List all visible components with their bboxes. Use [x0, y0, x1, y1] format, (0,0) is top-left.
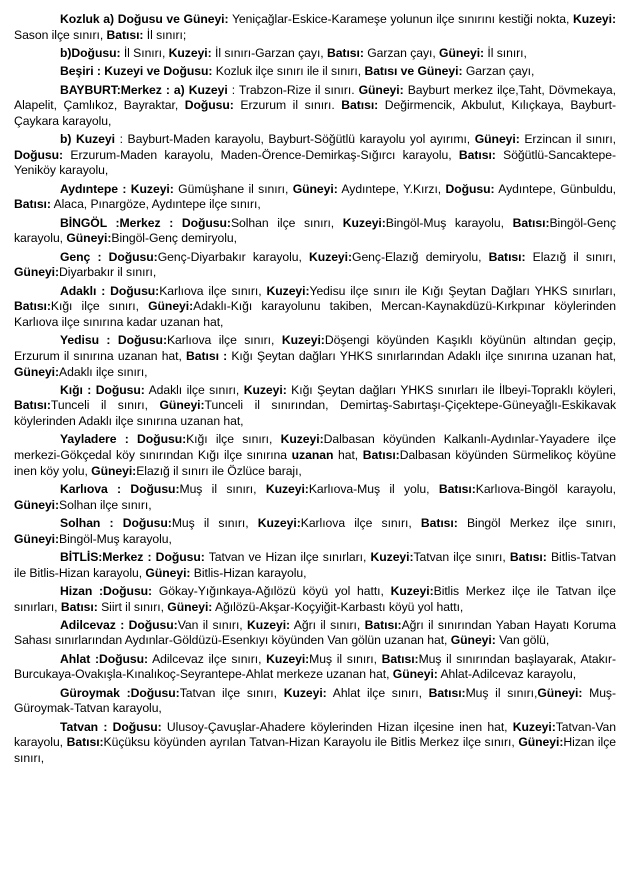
bold-label: BİTLİS:Merkez : Doğusu: — [60, 549, 205, 564]
text-run: Aydıntepe, Y.Kırzı, — [337, 181, 446, 196]
bold-label: Beşiri : Kuzeyi ve Doğusu: — [60, 64, 213, 79]
text-run: Elazığ il sınırı ile Özlüce barajı, — [136, 463, 302, 478]
text-run: Ulusoy-Çavuşlar-Ahadere köylerinden Hizan ilçesine inen hat, — [161, 719, 513, 734]
paragraph — [14, 584, 616, 615]
bold-label: Güneyi: — [474, 132, 520, 147]
bold-label: Batısı: — [488, 249, 526, 264]
text-run: Gökay-Yığınkaya-Ağılözü köyü yol hattı, — [152, 583, 391, 598]
text-run: Bitlis-Hizan karayolu, — [190, 565, 307, 580]
paragraph — [14, 250, 616, 281]
text-run: Garzan çayı, — [363, 45, 440, 60]
bold-label: Güneyi: — [159, 398, 205, 413]
text-run: Muş il sınırı, — [309, 651, 382, 666]
bold-label: b)Doğusu: — [60, 45, 121, 60]
paragraph — [14, 216, 616, 247]
bold-label: Batısı: — [438, 482, 476, 496]
text-run: Ahlat-Adilcevaz karayolu, — [437, 667, 577, 682]
text-run: Adaklı-Kığı karayolunu takiben, Mercan-Kaynakdüzü-Kırkpınar köylerinden Karlıova ilçe sınırına kadar uzanan hat, — [14, 299, 616, 329]
text-run: Karlıova ilçe sınırı, — [166, 333, 282, 348]
text-run: Bitlis-Tatvan ile Bitlis-Hizan karayolu, — [14, 549, 617, 580]
text-run: : Trabzon-Rize il sınırı. — [227, 82, 359, 97]
bold-label: Batısı: — [509, 549, 547, 564]
bold-label: Güneyi: — [358, 82, 404, 97]
text-run: Muş il sınırı, — [179, 482, 266, 496]
text-run: hat, — [333, 448, 363, 463]
text-run: Söğütlü-Sancaktepe-Yeniköy karayolu, — [14, 147, 616, 178]
bold-label: Güneyi: — [167, 599, 213, 614]
text-run: Tatvan-Van karayolu, — [14, 719, 616, 750]
text-run: Küçüksu köyünden ayrılan Tatvan-Hizan Karayolu ile Bitlis Merkez ilçe sınırı, — [103, 735, 519, 750]
text-run: Kığı Şeytan dağları YHKS sınırlarından Adaklı ilçe sınırına uzanan hat, — [227, 348, 616, 363]
text-run: Elazığ il sınırı, — [525, 249, 616, 264]
paragraph — [14, 550, 616, 581]
text-run: Genç-Diyarbakır karayolu, — [157, 249, 310, 264]
paragraph — [14, 652, 616, 683]
paragraph — [14, 516, 616, 547]
text-run: Tatvan ilçe sınırı, — [413, 549, 510, 564]
text-run: Tunceli il sınırından, Demirtaş-Sabırtaşı-Çiçektepe-Güneyağlı-Eskikavak köylerinden Adaklı ilçe sınırına uzanan hat, — [14, 398, 617, 429]
text-run: : Bayburt-Maden karayolu, Bayburt-Söğütlü karayolu yol ayırımı, — [114, 132, 475, 147]
bold-label: Kuzeyi: — [390, 583, 434, 598]
bold-label: b) Kuzeyi — [60, 132, 115, 147]
text-run: Genç-Elazığ demiryolu, — [352, 249, 489, 264]
bold-label: Batısı: — [362, 448, 400, 463]
bold-label: Güneyi: — [14, 497, 60, 512]
text-run: Erzincan il sınırı, — [519, 132, 616, 147]
text-run: Kozluk ilçe sınırı ile il sınırı, — [212, 64, 365, 79]
text-run: Muş il sınırı, — [465, 685, 538, 700]
paragraph — [14, 333, 616, 380]
bold-label: Kuzeyi: — [243, 382, 287, 397]
bold-label: Aydıntepe : Kuzeyi: — [60, 181, 174, 196]
bold-label: Batısı: — [14, 398, 51, 413]
bold-label: Güneyi: — [450, 633, 496, 648]
paragraph — [14, 618, 616, 649]
bold-label: Kuzeyi: — [573, 12, 616, 26]
bold-label: Kuzeyi: — [265, 482, 309, 496]
bold-label: Ahlat :Doğusu: — [60, 651, 149, 666]
bold-label: Kuzeyi: — [283, 685, 327, 700]
text-run: Tunceli il sınırı, — [50, 398, 160, 413]
bold-label: Batısı : — [186, 348, 228, 363]
bold-label: Karlıova : Doğusu: — [60, 482, 180, 496]
bold-label: Kuzeyi: — [266, 283, 310, 298]
bold-label: Güneyi: — [14, 531, 60, 546]
bold-label: Güneyi: — [518, 735, 564, 750]
text-run: Dalbasan köyünden Kalkanlı-Aydınlar-Yayadere ilçe merkezi-Gökçedal köy sınırından Kığı ilçe sınırına — [14, 432, 616, 463]
text-run: Alaca, Pınargöze, Aydıntepe ilçe sınırı, — [50, 197, 261, 212]
text-run: Sason ilçe sınırı, — [14, 27, 107, 42]
text-run: İl sınırı-Garzan çayı, — [211, 45, 327, 60]
bold-label: Yedisu : Doğusu: — [60, 333, 167, 348]
bold-label: Genç : Doğusu: — [60, 249, 158, 264]
bold-label: Yayladere : Doğusu: — [60, 432, 187, 447]
text-run: Muş il sınırından başlayarak, Atakır-Burcukaya-Ovakışla-Kınalıkoç-Seyrantepe-Ahlat merkeze uzanan hat, — [14, 651, 616, 682]
paragraph — [14, 83, 616, 130]
bold-label: Güneyi: — [148, 299, 194, 314]
bold-label: Doğusu: — [184, 98, 234, 113]
bold-label: Batısı: — [512, 215, 550, 230]
bold-label: Kuzeyi: — [257, 515, 301, 530]
text-run: İl Sınırı, — [120, 45, 169, 60]
bold-label: Kuzeyi: — [342, 215, 386, 230]
bold-label: Batısı: — [60, 599, 98, 614]
paragraph — [14, 686, 616, 717]
text-run: Ahlat ilçe sınırı, — [326, 685, 429, 700]
text-run: Adaklı ilçe sınırı, — [144, 382, 244, 397]
text-run: Ağrı il sınırı, — [290, 617, 365, 632]
text-run: Kığı ilçe sınırı, — [50, 299, 149, 314]
bold-label: Batısı ve Güneyi: — [364, 64, 463, 79]
bold-label: Batısı: — [364, 617, 402, 632]
text-run: İl sınırı, — [484, 45, 527, 60]
paragraph — [14, 383, 616, 430]
text-run: Karlıova ilçe sınırı, — [300, 515, 421, 530]
bold-label: Batısı: — [458, 147, 496, 162]
text-run: Van gölü, — [495, 633, 550, 648]
paragraph — [14, 12, 616, 43]
text-run: Erzurum-Maden karayolu, Maden-Örence-Demirkaş-Sığırcı karayolu, — [63, 147, 459, 162]
bold-label: Kığı : Doğusu: — [60, 382, 145, 397]
bold-label: Batısı: — [14, 197, 51, 212]
bold-label: Güneyi: — [14, 364, 60, 379]
text-run: Dalbasan köyünden Sürmelikoç köyüne inen köy yolu, — [14, 448, 616, 478]
bold-label: Güneyi: — [292, 181, 338, 196]
bold-label: Solhan : Doğusu: — [60, 515, 172, 530]
text-run: Bingöl-Genç karayolu, — [14, 215, 616, 246]
text-run: Erzurum il sınırı. — [233, 98, 342, 113]
bold-label: Batısı: — [420, 515, 458, 530]
bold-label: Güneyi: — [537, 685, 583, 700]
paragraph — [14, 46, 616, 62]
bold-label: Doğusu: — [14, 147, 64, 162]
bold-label: Güroymak :Doğusu: — [60, 685, 180, 700]
text-run: Solhan ilçe sınırı, — [230, 215, 343, 230]
bold-label: Kuzeyi: — [370, 549, 414, 564]
bold-label: Güneyi: — [14, 265, 60, 280]
text-run: Bitlis Merkez ilçe ile Tatvan ilçe sınırları, — [14, 583, 617, 614]
bold-label: Batısı: — [106, 27, 144, 42]
bold-label: uzanan — [291, 448, 334, 463]
text-run: Ağılözü-Akşar-Koçyiğit-Karbastı köyü yol hattı, — [212, 599, 464, 614]
text-run: Döşengi köyünden Kaşıklı köyünün altından geçip, Erzurum il sınırına uzanan hat, — [14, 333, 616, 363]
paragraph — [14, 432, 616, 479]
bold-label: Kuzeyi: — [280, 432, 324, 447]
text-run: Yeniçağlar-Eskice-Karameşe yolunun ilçe sınırını kestiği nokta, — [228, 12, 573, 26]
bold-label: BİNGÖL :Merkez : Doğusu: — [60, 215, 231, 230]
bold-label: Güneyi: — [91, 463, 137, 478]
bold-label: Kuzeyi: — [309, 249, 353, 264]
paragraph — [14, 64, 616, 80]
bold-label: Batısı: — [428, 685, 466, 700]
bold-label: Doğusu: — [445, 181, 495, 196]
bold-label: Kuzeyi: — [281, 333, 325, 348]
text-run: Kığı ilçe sınırı, — [186, 432, 281, 447]
bold-label: Güneyi: — [145, 565, 191, 580]
bold-label: Kuzeyi: — [168, 45, 212, 60]
text-run: Değirmencik, Akbulut, Kılıçkaya, Bayburt-Çaykara karayolu, — [14, 98, 616, 128]
text-run: Van il sınırı, — [177, 617, 248, 632]
text-run: Bingöl Merkez ilçe sınırı, — [457, 515, 617, 530]
text-run: Solhan ilçe sınırı, — [59, 497, 152, 512]
text-run: Diyarbakır il sınırı, — [59, 265, 157, 280]
paragraph — [14, 182, 616, 213]
bold-label: Hizan :Doğusu: — [60, 583, 153, 598]
paragraph — [14, 482, 616, 513]
text-run: Ağrı il sınırından Yaban Hayatı Koruma Sahası sınırlarından Aydınlar-Göldüzü-Esenkıyı köyünden Van gölün uzanan hat, — [14, 617, 616, 648]
text-run: Tatvan ve Hizan ilçe sınırları, — [204, 549, 371, 564]
text-run: Karlıova ilçe sınırı, — [159, 283, 267, 298]
bold-label: Güneyi: — [66, 231, 112, 246]
bold-label: Tatvan : Doğusu: — [60, 719, 162, 734]
bold-label: Batısı: — [326, 45, 364, 60]
text-run: Bayburt merkez ilçe,Taht, Dövmekaya, Alapelit, Çamlıkoz, Bayraktar, — [14, 82, 616, 113]
text-run: Karlıova-Muş il yolu, — [308, 482, 439, 496]
text-run: Muş il sınırı, — [171, 515, 258, 530]
text-run: Adaklı ilçe sınırı, — [59, 364, 148, 379]
bold-label: Güneyi: — [439, 45, 485, 60]
paragraph — [14, 720, 616, 767]
text-run: Bingöl-Muş karayolu, — [385, 215, 513, 230]
text-run: Yedisu ilçe sınırı ile Kığı Şeytan Dağları YHKS sınırları, — [309, 283, 616, 298]
bold-label: Batısı: — [381, 651, 419, 666]
bold-label: Batısı: — [341, 98, 379, 113]
text-run: İl sınırı; — [143, 27, 187, 42]
text-run: Muş-Güroymak-Tatvan karayolu, — [14, 685, 616, 716]
bold-label: Kozluk a) Doğusu ve Güneyi: — [60, 12, 229, 26]
paragraph — [14, 284, 616, 331]
text-run: Karlıova-Bingöl karayolu, — [475, 482, 616, 496]
text-run: Siirt il sınırı, — [97, 599, 168, 614]
bold-label: Kuzeyi: — [512, 719, 556, 734]
bold-label: Adaklı : Doğusu: — [60, 283, 160, 298]
text-run: Bingöl-Muş karayolu, — [59, 531, 172, 546]
bold-label: Batısı: — [14, 299, 51, 314]
paragraph — [14, 132, 616, 179]
text-run: Kığı Şeytan dağları YHKS sınırları ile İlbeyi-Topraklı köyleri, — [286, 382, 616, 397]
text-run: Aydıntepe, Günbuldu, — [494, 181, 617, 196]
bold-label: Kuzeyi: — [247, 617, 291, 632]
text-run: Gümüşhane il sınırı, — [173, 181, 293, 196]
text-run: Bingöl-Genç demiryolu, — [111, 231, 237, 246]
text-run: Adilcevaz ilçe sınırı, — [148, 651, 267, 666]
bold-label: BAYBURT:Merkez : a) Kuzeyi — [60, 82, 228, 97]
bold-label: Adilcevaz : Doğusu: — [60, 617, 178, 632]
text-run: Tatvan ilçe sınırı, — [179, 685, 284, 700]
text-run: Garzan çayı, — [462, 64, 535, 79]
bold-label: Kuzeyi: — [266, 651, 310, 666]
bold-label: Batısı: — [66, 735, 104, 750]
text-run: Hizan ilçe sınırı, — [14, 735, 616, 765]
bold-label: Güneyi: — [392, 667, 438, 682]
